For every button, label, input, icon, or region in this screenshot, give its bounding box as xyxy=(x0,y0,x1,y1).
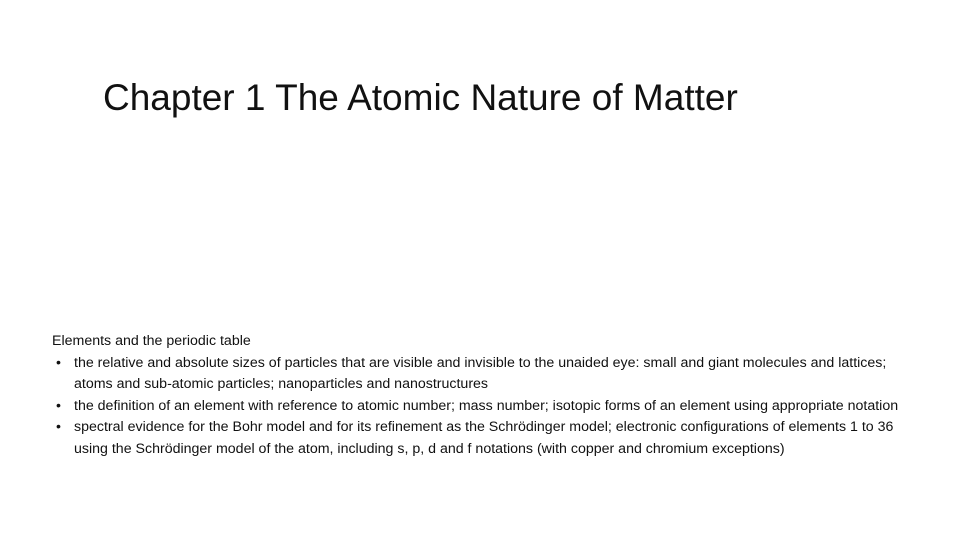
bullet-icon: • xyxy=(56,397,61,414)
bullet-text: the relative and absolute sizes of particles that are visible and invisible to the unaided eye: small and giant molecules and lattices; atoms and sub-atomic particles; nanoparticles and nanostructures xyxy=(74,354,887,392)
section-heading: Elements and the periodic table xyxy=(52,333,251,349)
bullet-text: spectral evidence for the Bohr model and for its refinement as the Schrödinger model; electronic configurations of elements 1 to 36 using the Schrödinger model of the atom, including s, p, d and f notations (with copper and chromium exceptions) xyxy=(74,419,894,457)
bullet-icon: • xyxy=(56,354,61,371)
slide-content xyxy=(52,331,912,460)
bullet-item xyxy=(52,396,912,418)
bullet-item xyxy=(52,353,912,396)
bullet-text: the definition of an element with reference to atomic number; mass number; isotopic forms of an element using appropriate notation xyxy=(74,397,899,414)
slide-title: Chapter 1 The Atomic Nature of Matter xyxy=(103,77,738,118)
bullet-item xyxy=(52,417,912,460)
bullet-list xyxy=(52,353,912,461)
bullet-icon: • xyxy=(56,419,61,435)
